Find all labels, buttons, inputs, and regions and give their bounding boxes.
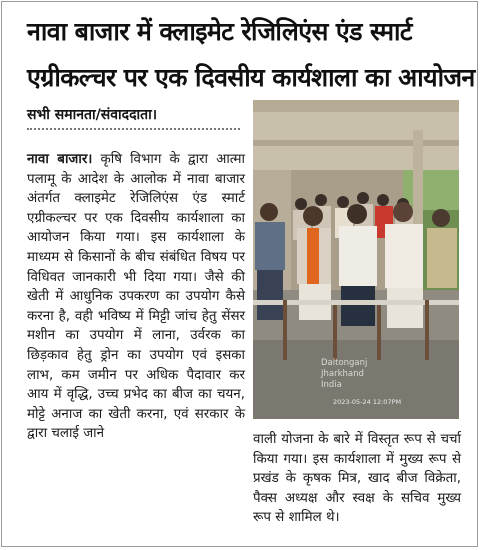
dateline: नावा बाजार। <box>27 152 93 167</box>
article-body-right-column <box>253 430 461 528</box>
photo-timestamp: 2023-05-24 12:07PM <box>333 398 402 406</box>
article-body-left-column <box>27 150 245 444</box>
headline-line-1: नावा बाजार में क्लाइमेट रेजिलिएंस एंड स्मार्ट <box>27 17 412 46</box>
event-photo <box>253 100 459 419</box>
body-text-left: कृषि विभाग के द्वारा आत्मा पलामू के आदेश के आलोक में नावा बाजार अंतर्गत क्लाइमेट रेजिलिएंस एंड स्मार्ट एग्रीकल्चर पर एक दिवसीय कार्यशाला का आयोजन किया गया। इस कार्यशाला के माध्यम से किसानों के बीच संबंधित विषय पर विधिवत जानकारी भी दिया गया। जैसे की खेती में आधुनिक उपकरण का उपयोग कैसे करना है, वही भविष्य में मिट्टी जांच हेतु सेंसर मशीन का उपयोग में लाना, उर्वरक का छिड़काव हेतु ड्रोन का उपयोग एवं इसका लाभ, कम जमीन पर अधिक पैदावार कर आय में वृद्धि, उच्च प्रभेद का बीज का चयन, मोट्टे अनाज का खेती करना, एवं सरकार के द्वारा चलाई जाने <box>27 152 245 442</box>
body-text-right: वाली योजना के बारे में विस्तृत रूप से चर्चा किया गया। इस कार्यशाला में मुख्य रूप से प्रखंड के कृषक मित्र, खाद बीज विक्रेता, पैक्स अध्यक्ष और स्वक्ष के सचिव मुख्य रूप से शामिल थे। <box>253 432 461 526</box>
headline-line-2: एग्रीकल्चर पर एक दिवसीय कार्यशाला का आयोजन <box>27 63 475 92</box>
photo-watermark: Daltonganj Jharkhand India <box>321 358 368 390</box>
byline: सभी समानता/संवाददाता। <box>27 107 158 123</box>
byline-divider <box>27 128 240 130</box>
